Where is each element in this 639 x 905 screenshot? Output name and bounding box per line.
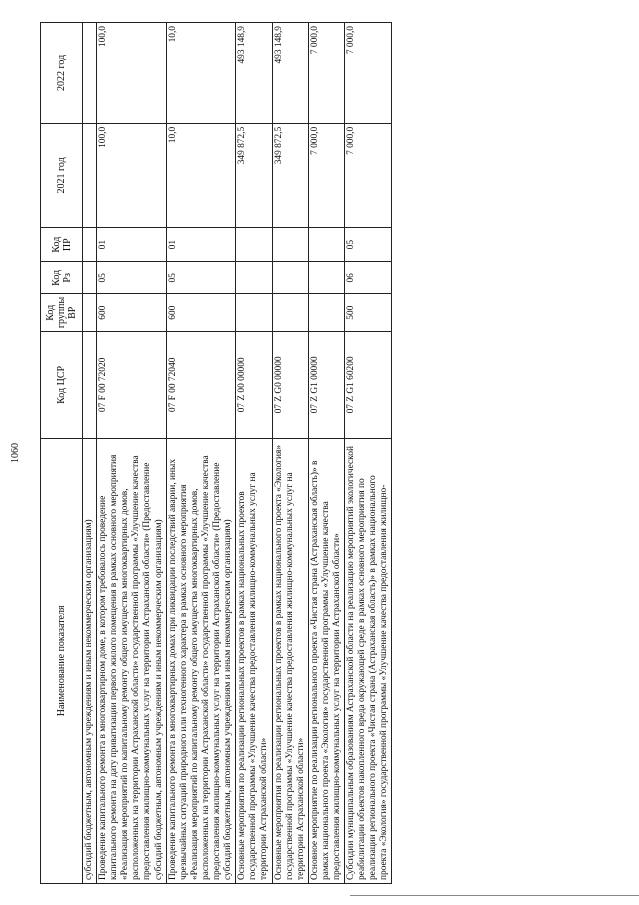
row-rz: [308, 262, 344, 294]
row-vr: 500: [345, 294, 392, 332]
row-vr: 600: [97, 294, 167, 332]
row-vr: [272, 294, 308, 332]
table-row: [345, 23, 392, 884]
header-rz: Код Рз: [41, 262, 83, 294]
row-vr: [83, 294, 97, 332]
row-csr: 07 F 00 72040: [166, 332, 236, 438]
row-rz: 06: [345, 262, 392, 294]
row-csr: 07 F 00 72020: [97, 332, 167, 438]
row-csr: 07 Z G1 60200: [345, 332, 392, 438]
row-csr: 07 Z G0 00000: [272, 332, 308, 438]
table-row: [97, 23, 167, 884]
row-2021: 7 000,0: [308, 123, 344, 227]
row-name: Проведение капитального ремонта в многоквартирных домах при ликвидации последствий аварии, иных чрезвычайных ситуаций природного или техногенного характера в рамках основного мероприятия «Реализация мероприятий по капитальному ремонту общего имущества многоквартирных домов, расположенных на территории Астраханской области» государственной программы «Улучшение качества предоставления жилищно-коммунальных услуг на территории Астраханской области» (Предоставление субсидий бюджетным, автономным учреждениям и иным некоммерческим организациям): [166, 438, 236, 883]
row-2022: [83, 23, 97, 124]
row-name: Проведение капитального ремонта в многоквартирном доме, в котором требовалось проведение капитального ремонта на дату приватизации первого жилого помещения в рамках основного мероприятия «Реализация мероприятий по капитальному ремонту общего имущества многоквартирных домов, расположенных на территории Астраханской области» государственной программы «Улучшение качества предоставления жилищно-коммунальных услуг на территории Астраханской области» (Предоставление субсидий бюджетным, автономным учреждениям и иным некоммерческим организациям): [97, 438, 167, 883]
row-2022: 7 000,0: [308, 23, 344, 124]
row-2022: 10,0: [166, 23, 236, 124]
row-pr: [83, 227, 97, 261]
row-csr: [83, 332, 97, 438]
row-pr: 01: [166, 227, 236, 261]
row-pr: [308, 227, 344, 261]
table-header: [41, 23, 83, 884]
table-row: [308, 23, 344, 884]
header-pr: Код ПР: [41, 227, 83, 261]
row-2021: 349 872,5: [236, 123, 272, 227]
row-rz: [236, 262, 272, 294]
row-name: Основные мероприятия по реализации региональных проектов в рамках национального проекта «Экология» государственной программы «Улучшение качества предоставления жилищно-коммунальных услуг на территории Астраханской области»: [272, 438, 308, 883]
header-2021: 2021 год: [41, 123, 83, 227]
row-name: Основное мероприятие по реализации регионального проекта «Чистая страна (Астраханская область)» в рамках национального проекта «Экология» государственной программы «Улучшение качества предоставления жилищно-коммунальных услуг на территории Астраханской области»: [308, 438, 344, 883]
page-number: 1060: [10, 443, 21, 463]
row-2022: 7 000,0: [345, 23, 392, 124]
header-name: Наименование показателя: [41, 438, 83, 883]
budget-table: [40, 22, 392, 884]
header-csr: Код ЦСР: [41, 332, 83, 438]
row-rz: [83, 262, 97, 294]
row-2021: 7 000,0: [345, 123, 392, 227]
row-rz: 05: [97, 262, 167, 294]
row-vr: [236, 294, 272, 332]
row-pr: 01: [97, 227, 167, 261]
row-2022: 493 148,9: [272, 23, 308, 124]
row-pr: [272, 227, 308, 261]
row-pr: 05: [345, 227, 392, 261]
row-2021: 349 872,5: [272, 123, 308, 227]
table-row: [166, 23, 236, 884]
rotated-table-container: [10, 22, 634, 884]
row-vr: 600: [166, 294, 236, 332]
row-csr: 07 Z 00 00000: [236, 332, 272, 438]
row-name: Основные мероприятия по реализации региональных проектов в рамках национальных проектов государственной программы «Улучшение качества предоставления жилищно-коммунальных услуг на территории Астраханской области»: [236, 438, 272, 883]
row-2021: 10,0: [166, 123, 236, 227]
row-2022: 493 148,9: [236, 23, 272, 124]
row-name: Субсидии муниципальным образованиям Астраханской области на реализацию мероприятий экологической реабилитации объектов накопленного вреда окружающей среде в рамках основного мероприятия по реализации регионального проекта «Чистая страна (Астраханская область)» в рамках национального проекта «Экология» государственной программы «Улучшение качества предоставления жилищно-: [345, 438, 392, 883]
header-vr: Код группы ВР: [41, 294, 83, 332]
row-2021: 100,0: [97, 123, 167, 227]
header-2022: 2022 год: [41, 23, 83, 124]
row-2021: [83, 123, 97, 227]
row-name: субсидий бюджетным, автономным учреждениям и иным некоммерческим организациям): [83, 438, 97, 883]
row-rz: [272, 262, 308, 294]
row-2022: 100,0: [97, 23, 167, 124]
table-row: [236, 23, 272, 884]
row-rz: 05: [166, 262, 236, 294]
page-edge-rule: [350, 895, 639, 896]
row-csr: 07 Z G1 00000: [308, 332, 344, 438]
table-row: [83, 23, 97, 884]
table-row: [272, 23, 308, 884]
row-vr: [308, 294, 344, 332]
row-pr: [236, 227, 272, 261]
